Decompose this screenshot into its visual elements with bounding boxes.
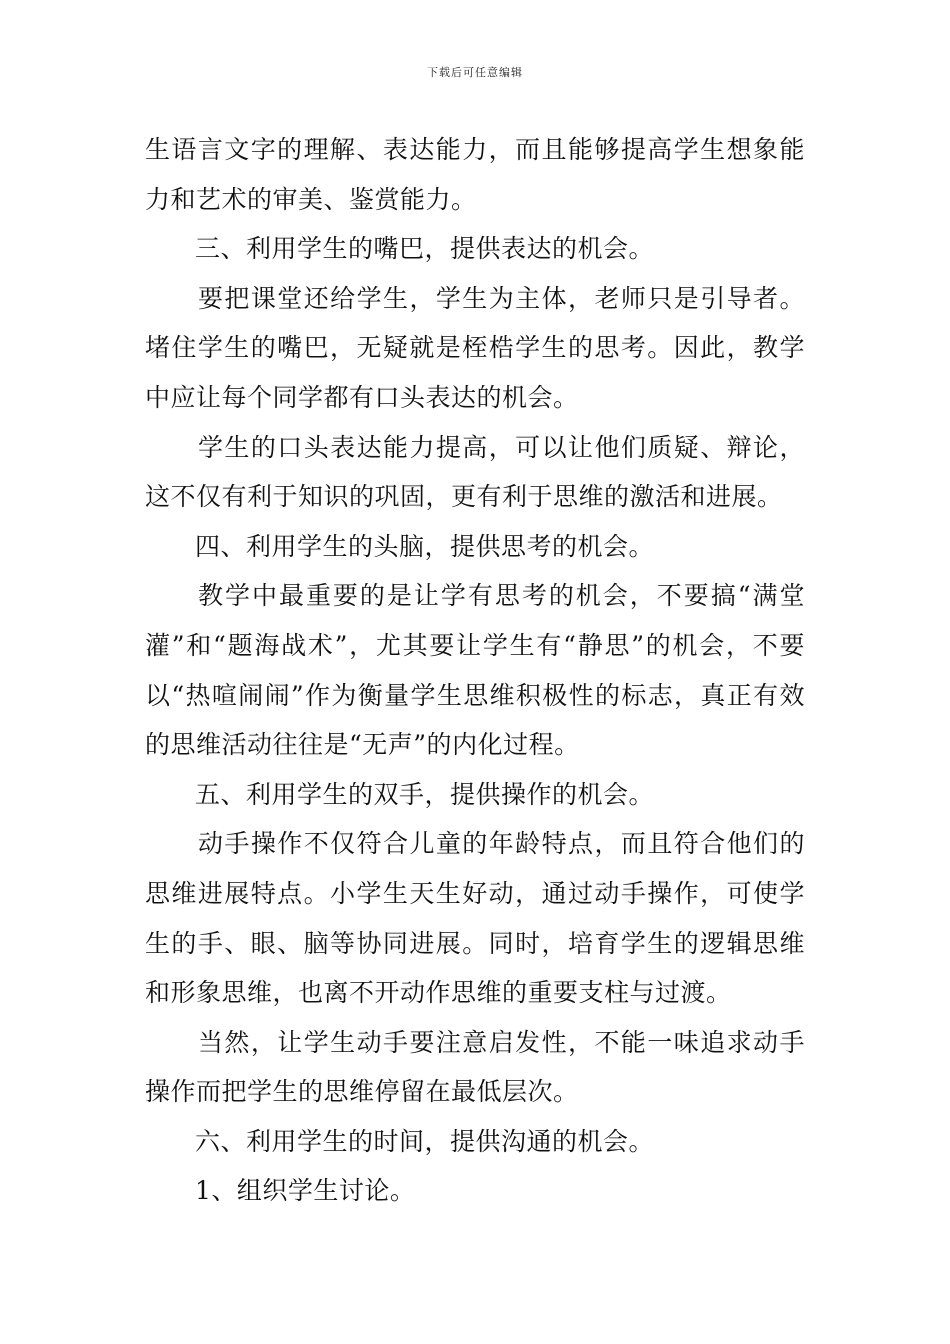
paragraph: 当然，让学生动手要注意启发性，不能一味追求动手操作而把学生的思维停留在最低层次。 <box>145 1027 805 1107</box>
paragraph: 学生的口头表达能力提高，可以让他们质疑、辩论，这不仅有利于知识的巩固，更有利于思维的激活和进展。 <box>145 432 805 512</box>
section-heading-five: 五、利用学生的双手，提供操作的机会。 <box>195 779 655 809</box>
section-heading-six: 六、利用学生的时间，提供沟通的机会。 <box>195 1126 655 1156</box>
paragraph-continuation: 生语言文字的理解、表达能力，而且能够提高学生想象能力和艺术的审美、鉴赏能力。 <box>145 135 805 214</box>
subsection-heading-one: 1、组织学生讨论。 <box>195 1176 416 1206</box>
document-body <box>145 125 805 1216</box>
section-heading-four: 四、利用学生的头脑，提供思考的机会。 <box>195 531 655 561</box>
paragraph: 要把课堂还给学生，学生为主体，老师只是引导者。堵住学生的嘴巴，无疑就是桎梏学生的思考。因此，教学中应让每个同学都有口头表达的机会。 <box>145 283 805 412</box>
section-heading-three: 三、利用学生的嘴巴，提供表达的机会。 <box>195 234 655 264</box>
paragraph: 教学中最重要的是让学有思考的机会，不要搞“满堂灌”和“题海战术”，尤其要让学生有“静思”的机会，不要以“热喧闹闹”作为衡量学生思维积极性的标志，真正有效的思维活动往往是“无声”的内化过程。 <box>145 581 805 760</box>
paragraph: 动手操作不仅符合儿童的年龄特点，而且符合他们的思维进展特点。小学生天生好动，通过动手操作，可使学生的手、眼、脑等协同进展。同时，培育学生的逻辑思维和形象思维，也离不开动作思维的重要支柱与过渡。 <box>145 829 805 1008</box>
page-header: 下载后可任意编辑 <box>427 66 523 79</box>
